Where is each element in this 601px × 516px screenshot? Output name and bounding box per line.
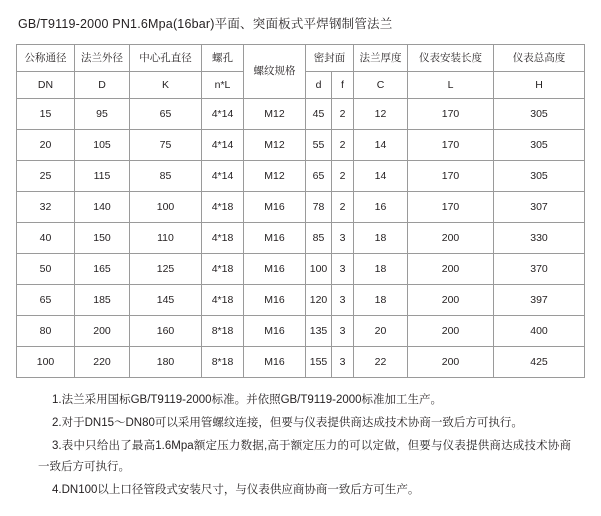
cell-thread: M12 bbox=[244, 161, 306, 192]
cell-nl: 4*18 bbox=[202, 254, 244, 285]
table-row bbox=[17, 347, 585, 378]
header-symbol-f: f bbox=[332, 72, 354, 99]
cell-c: 18 bbox=[354, 285, 408, 316]
cell-dn: 32 bbox=[17, 192, 75, 223]
header-symbol-l: L bbox=[408, 72, 494, 99]
cell-thread: M16 bbox=[244, 347, 306, 378]
header-flange-outer-diameter: 法兰外径 bbox=[75, 45, 130, 72]
cell-h: 305 bbox=[494, 130, 585, 161]
cell-c: 14 bbox=[354, 161, 408, 192]
cell-seal-f: 3 bbox=[332, 254, 354, 285]
note-item: 1.法兰采用国标GB/T9119-2000标准。并依照GB/T9119-2000标准加工生产。 bbox=[52, 394, 443, 406]
cell-dn: 15 bbox=[17, 99, 75, 130]
table-row bbox=[17, 254, 585, 285]
cell-seal-d: 78 bbox=[306, 192, 332, 223]
cell-seal-f: 3 bbox=[332, 347, 354, 378]
cell-l: 170 bbox=[408, 161, 494, 192]
cell-h: 400 bbox=[494, 316, 585, 347]
cell-h: 305 bbox=[494, 99, 585, 130]
cell-seal-d: 85 bbox=[306, 223, 332, 254]
cell-l: 200 bbox=[408, 285, 494, 316]
cell-dn: 100 bbox=[17, 347, 75, 378]
cell-c: 16 bbox=[354, 192, 408, 223]
table-row bbox=[17, 99, 585, 130]
cell-d: 105 bbox=[75, 130, 130, 161]
cell-d: 165 bbox=[75, 254, 130, 285]
cell-nl: 4*18 bbox=[202, 285, 244, 316]
cell-dn: 80 bbox=[17, 316, 75, 347]
cell-l: 200 bbox=[408, 223, 494, 254]
header-sealing-face: 密封面 bbox=[306, 45, 354, 72]
cell-nl: 4*14 bbox=[202, 99, 244, 130]
cell-thread: M16 bbox=[244, 192, 306, 223]
page-title: GB/T9119-2000 PN1.6Mpa(16bar)平面、突面板式平焊钢制管法兰 bbox=[18, 17, 393, 31]
cell-c: 18 bbox=[354, 223, 408, 254]
cell-seal-f: 2 bbox=[332, 99, 354, 130]
cell-seal-f: 2 bbox=[332, 130, 354, 161]
header-nominal-diameter: 公称通径 bbox=[17, 45, 75, 72]
cell-h: 305 bbox=[494, 161, 585, 192]
cell-seal-d: 65 bbox=[306, 161, 332, 192]
cell-dn: 40 bbox=[17, 223, 75, 254]
cell-seal-d: 155 bbox=[306, 347, 332, 378]
notes-section bbox=[16, 390, 585, 501]
cell-d: 95 bbox=[75, 99, 130, 130]
header-symbol-nl: n*L bbox=[202, 72, 244, 99]
cell-seal-d: 55 bbox=[306, 130, 332, 161]
note-item: 4.DN100以上口径管段式安装尺寸，与仪表供应商协商一致后方可生产。 bbox=[52, 484, 420, 496]
table-row bbox=[17, 285, 585, 316]
cell-k: 125 bbox=[130, 254, 202, 285]
cell-dn: 25 bbox=[17, 161, 75, 192]
cell-l: 200 bbox=[408, 347, 494, 378]
cell-d: 115 bbox=[75, 161, 130, 192]
cell-c: 14 bbox=[354, 130, 408, 161]
cell-nl: 8*18 bbox=[202, 316, 244, 347]
cell-c: 20 bbox=[354, 316, 408, 347]
cell-seal-f: 3 bbox=[332, 316, 354, 347]
cell-seal-d: 120 bbox=[306, 285, 332, 316]
cell-c: 18 bbox=[354, 254, 408, 285]
cell-d: 150 bbox=[75, 223, 130, 254]
cell-k: 75 bbox=[130, 130, 202, 161]
header-bolt-hole: 螺孔 bbox=[202, 45, 244, 72]
table-row bbox=[17, 192, 585, 223]
cell-k: 85 bbox=[130, 161, 202, 192]
cell-thread: M12 bbox=[244, 99, 306, 130]
cell-thread: M12 bbox=[244, 130, 306, 161]
cell-c: 22 bbox=[354, 347, 408, 378]
cell-nl: 4*14 bbox=[202, 130, 244, 161]
cell-h: 307 bbox=[494, 192, 585, 223]
cell-k: 65 bbox=[130, 99, 202, 130]
cell-nl: 8*18 bbox=[202, 347, 244, 378]
note-item: 2.对于DN15～DN80可以采用管螺纹连接，但要与仪表提供商达成技术协商一致后方可执行。 bbox=[52, 417, 523, 429]
cell-k: 100 bbox=[130, 192, 202, 223]
flange-spec-table bbox=[16, 44, 585, 378]
cell-seal-d: 135 bbox=[306, 316, 332, 347]
header-instrument-install-length: 仪表安装长度 bbox=[408, 45, 494, 72]
table-row bbox=[17, 130, 585, 161]
table-row bbox=[17, 316, 585, 347]
cell-l: 170 bbox=[408, 130, 494, 161]
cell-k: 160 bbox=[130, 316, 202, 347]
cell-thread: M16 bbox=[244, 254, 306, 285]
header-symbol-k: K bbox=[130, 72, 202, 99]
cell-h: 425 bbox=[494, 347, 585, 378]
cell-dn: 50 bbox=[17, 254, 75, 285]
cell-h: 397 bbox=[494, 285, 585, 316]
cell-thread: M16 bbox=[244, 223, 306, 254]
cell-dn: 65 bbox=[17, 285, 75, 316]
cell-nl: 4*18 bbox=[202, 223, 244, 254]
cell-k: 110 bbox=[130, 223, 202, 254]
cell-nl: 4*14 bbox=[202, 161, 244, 192]
cell-l: 200 bbox=[408, 316, 494, 347]
header-instrument-total-height: 仪表总高度 bbox=[494, 45, 585, 72]
header-flange-thickness: 法兰厚度 bbox=[354, 45, 408, 72]
table-row bbox=[17, 223, 585, 254]
cell-l: 170 bbox=[408, 99, 494, 130]
cell-k: 180 bbox=[130, 347, 202, 378]
header-symbol-d-small: d bbox=[306, 72, 332, 99]
cell-seal-f: 3 bbox=[332, 285, 354, 316]
cell-nl: 4*18 bbox=[202, 192, 244, 223]
cell-c: 12 bbox=[354, 99, 408, 130]
table-header-row-1 bbox=[17, 45, 585, 72]
cell-h: 370 bbox=[494, 254, 585, 285]
header-symbol-h: H bbox=[494, 72, 585, 99]
cell-d: 200 bbox=[75, 316, 130, 347]
cell-dn: 20 bbox=[17, 130, 75, 161]
cell-d: 140 bbox=[75, 192, 130, 223]
cell-l: 200 bbox=[408, 254, 494, 285]
cell-thread: M16 bbox=[244, 316, 306, 347]
cell-k: 145 bbox=[130, 285, 202, 316]
cell-l: 170 bbox=[408, 192, 494, 223]
table-row bbox=[17, 161, 585, 192]
header-symbol-dn: DN bbox=[17, 72, 75, 99]
cell-d: 220 bbox=[75, 347, 130, 378]
header-bolt-circle-diameter: 中心孔直径 bbox=[130, 45, 202, 72]
cell-thread: M16 bbox=[244, 285, 306, 316]
header-symbol-d: D bbox=[75, 72, 130, 99]
cell-seal-f: 2 bbox=[332, 192, 354, 223]
header-symbol-c: C bbox=[354, 72, 408, 99]
note-item: 3.表中只给出了最高1.6Mpa额定压力数据,高于额定压力的可以定做，但要与仪表提供商达成技术协商一致后方可执行。 bbox=[38, 440, 571, 473]
cell-seal-f: 3 bbox=[332, 223, 354, 254]
cell-seal-d: 100 bbox=[306, 254, 332, 285]
cell-seal-f: 2 bbox=[332, 161, 354, 192]
header-thread-spec: 螺纹规格 bbox=[244, 45, 306, 99]
cell-seal-d: 45 bbox=[306, 99, 332, 130]
cell-h: 330 bbox=[494, 223, 585, 254]
cell-d: 185 bbox=[75, 285, 130, 316]
